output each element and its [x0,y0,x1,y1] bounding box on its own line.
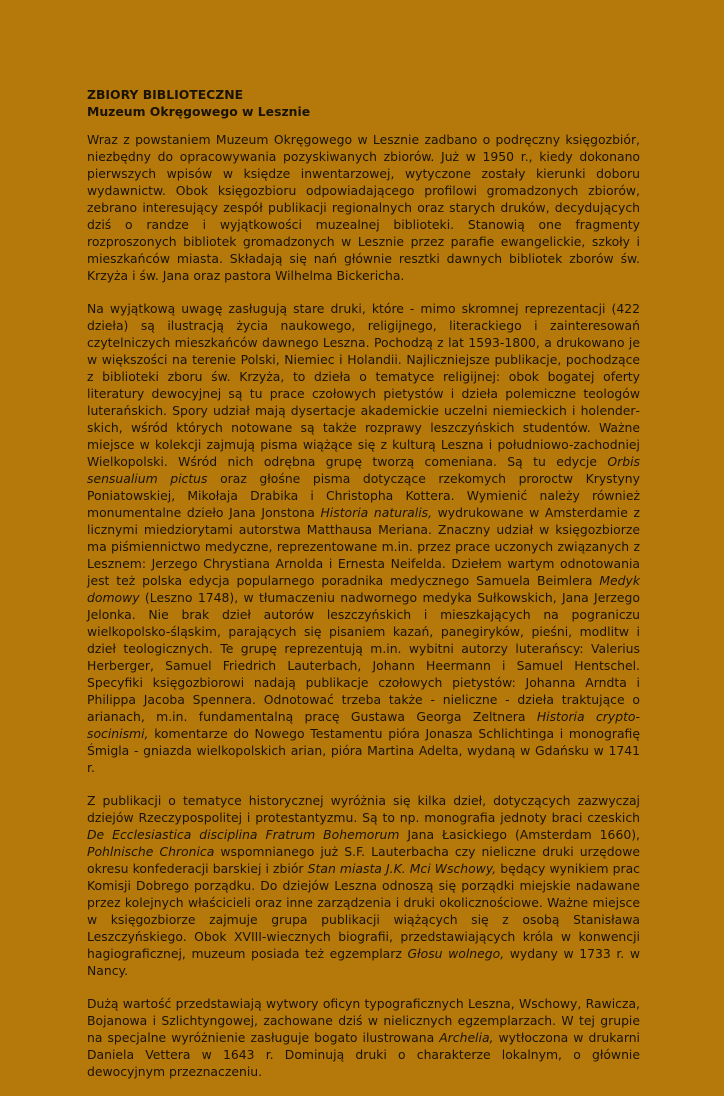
text-run: wspomnianego już S.F. Lauterbacha czy nieliczne druki urzędowe okresu konfederacji barskiej i zbiór [87,844,640,876]
document-body [87,131,640,1096]
text-run: Jana Łasickiego (Amsterdam 1660), [399,827,640,842]
text-run: będący wynikiem prac Komisji Dobrego porządku. Do dziejów Leszna odnoszą się porządki miejskie nadawane przez kolejnych właścicieli oraz inne zarządzenia i druki okolicznościowe. Ważne miejsce w księgozbiorze zajmuje grupa publikacji wiążących się z osobą Stanisława Leszczyńskiego. Obok XVIII-wiecznych biografii, przedstawiających króla w konwencji hagiograficznej, muzeum posiada też egzemplarz [87,861,640,961]
italic-title: Historia naturalis, [320,505,433,520]
italic-title: Medyk domowy [87,573,640,605]
italic-title: De Ecclesiastica disciplina Fratrum Bohemorum [87,827,400,842]
paragraph [87,131,640,284]
text-run: komentarze do Nowego Testamentu pióra Jonasza Schlichtinga i monografię Śmigla - gniazda wielkopolskich arian, pióra Martina Adelta, wydaną w Gdańsku w 1741 r. [87,726,640,775]
text-run: Dużą wartość przedstawiają wytwory oficyn typograficznych Leszna, Wschowy, Rawicza, Bojanowa i Szlichtyngowej, zachowane dziś w nielicznych egzemplarzach. W tej grupie na specjalne wyróżnienie zasługuje bogato ilustrowana [87,996,640,1045]
text-run: oraz głośne pisma dotyczące rzekomych proroctw Krystyny Poniatowskiej, Mikołaja Drabika i Christopha Kottera. Wymienić należy również monumentalne dzieło Jana Jonstona [87,471,640,520]
text-run: wydany w 1733 r. w Nancy. [87,946,640,978]
paragraph [87,792,640,979]
text-run: wytłoczona w drukarni Daniela Vettera w 1643 r. Dominują druki o charakterze lokalnym, o głównie dewocyjnym przeznaczeniu. [87,1030,640,1079]
heading-subtitle: Muzeum Okręgowego w Lesznie [87,104,311,119]
text-run: wydrukowane w Amsterdamie z licznymi miedziorytami autorstwa Matthausa Meriana. Znaczny udział w księgozbiorze ma piśmiennictwo medyczne, reprezentowane m.in. przez prace uczonych związanych z Lesznem: Jerzego Chrystiana Arnolda i Ernesta Neifelda. Dziełem wartym odnotowania jest też polska edycja popularnego poradnika medycznego Samuela Beimlera [87,505,640,588]
text-run: Z publikacji o tematyce historycznej wyróżnia się kilka dzieł, dotyczących zazwyczaj dziejów Rzeczypospolitej i protestantyzmu. Są to np. monografia jednoty braci czeskich [87,793,640,825]
heading-title: ZBIORY BIBLIOTECZNE [87,87,244,102]
italic-title: Stan miasta J.K. Mci Wschowy, [307,861,497,876]
text-run: (Leszno 1748), w tłumaczeniu nadwornego medyka Sułkowskich, Jana Jerzego Jelonka. Nie brak dzieł autorów leszczyńskich i mieszkających na pograniczu wielkopolsko-śląskim, parających się pisaniem kazań, panegiryków, pieśni, modlitw i dzieł teologicznych. Te grupę reprezentują m.in. wybitni autorzy luterańscy: Valerius Herberger, Samuel Friedrich Lauterbach, Johann Heermann i Samuel Hentschel. Specyfiki księgozbiorowi nadają publikacje czołowych pietystów: Johanna Arndta i Philippa Jacoba Spennera. Odnotować trzeba także - nieliczne - dzieła traktujące o arianach, m.in. fundamentalną pracę Gustawa Georga Zeltnera [87,590,640,724]
italic-title: Pohlnische Chronica [87,844,215,859]
italic-title: Historia crypto-socinismi, [87,709,640,741]
paragraph [87,995,640,1080]
italic-title: Archelia, [439,1030,494,1045]
paragraph [87,300,640,776]
text-run: Wraz z powstaniem Muzeum Okręgowego w Lesznie zadbano o podręczny księgozbiór, niezbędny do opracowywania pozyskiwanych zbiorów. Już w 1950 r., kiedy dokonano pierwszych wpisów w księdze inwentarzowej, wytyczone zostały kierunki doboru wydawnictw. Obok księgozbioru odpowiadającego profilowi gromadzonych zbiorów, zebrano interesujący zespół publikacji regionalnych oraz starych druków, decydujących dziś o randze i wyjątkowości muzealnej biblioteki. Stanowią one fragmenty rozproszonych bibliotek gromadzonych w Lesznie przez parafie ewangelickie, szkoły i mieszkańców miasta. Składają się nań głównie resztki dawnych bibliotek zborów św. Krzyża i św. Jana oraz pastora Wilhelma Bickericha. [87,132,640,283]
document-heading [87,86,310,120]
text-run: Na wyjątkową uwagę zasługują stare druki, które - mimo skromnej reprezentacji (422 dzieła) są ilustracją życia naukowego, religijnego, literackiego i zainteresowań czytelniczych mieszkańców dawnego Leszna. Pochodzą z lat 1593-1800, a drukowano je w większości na terenie Polski, Niemiec i Holandii. Najliczniejsze publikacje, pochodzące z biblioteki zboru św. Krzyża, to dzieła o tematyce religijnej: obok bogatej oferty literatury dewocyjnej są tu prace czołowych pietystów i dzieła polemiczne teologów luterańskich. Spory udział mają dysertacje akademickie uczelni niemieckich i holenderskich, wśród których notowane są także rozprawy leszczyńskich studentów. Ważne miejsce w kolekcji zajmują pisma wiążące się z kulturą Leszna i południowo-zachodniej Wielkopolski. Wśród nich odrębna grupę tworzą comeniana. Są tu edycje [87,301,640,469]
italic-title: Orbis sensualium pictus [87,454,640,486]
italic-title: Głosu wolnego, [407,946,505,961]
